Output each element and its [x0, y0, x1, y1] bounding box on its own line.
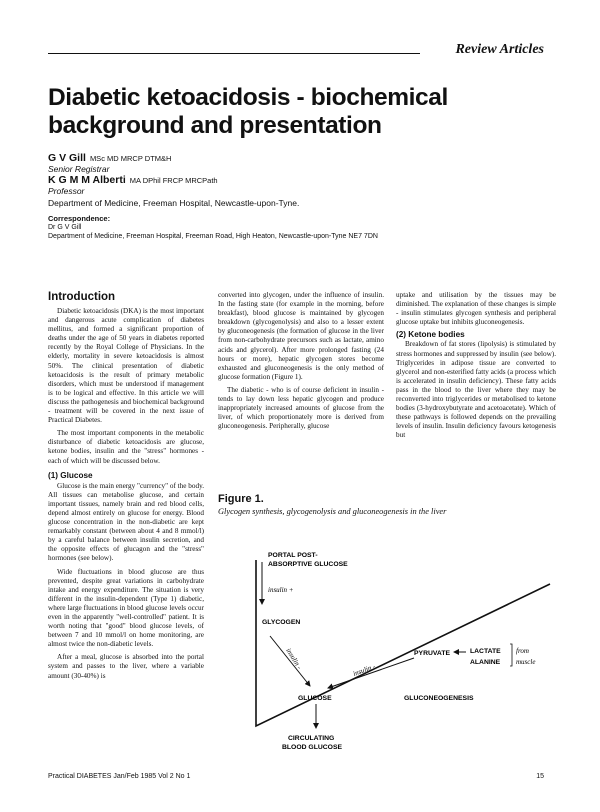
- header-rule: [48, 53, 420, 54]
- paragraph: uptake and utilisation by the tissues may be diminished. The explanation of these changes is simple - insulin stimulates glycogen synthesis and peripheral glucose uptake but inhibits gluconeogenesis.: [396, 291, 556, 327]
- label-portal-line2: ABSORPTIVE GLUCOSE: [268, 561, 348, 568]
- label-portal-line1: PORTAL POST-: [268, 552, 318, 559]
- article-title: Diabetic ketoacidosis - biochemical background and presentation: [48, 84, 448, 139]
- label-from: from: [516, 647, 529, 655]
- paragraph: Wide fluctuations in blood glucose are thus prevented, despite great variations in carbohydrate intake and energy expenditure. The situation is very different in the insulin-dependent (Type 1) diabetic, where large fluctuations in blood glucose levels occur even in the apparently "well-controlled" patient. It is worth noting that "good" blood glucose levels, of between 7 and 10 mmol/l on home monitoring, are almost twice the non-diabetic levels.: [48, 567, 204, 649]
- glucose-heading: (1) Glucose: [48, 470, 93, 480]
- author-1-name: G V Gill: [48, 152, 86, 164]
- label-circulating-line1: CIRCULATING: [288, 735, 335, 742]
- arrow-glycogen-to-glucose: [270, 636, 310, 686]
- introduction-heading: Introduction: [48, 291, 116, 303]
- label-gluconeogenesis: GLUCONEOGENESIS: [404, 695, 474, 702]
- lactate-alanine-bracket: [510, 644, 512, 666]
- label-lactate: LACTATE: [470, 648, 501, 655]
- label-insulin-plus: insulin +: [268, 586, 294, 594]
- paragraph: Diabetic ketoacidosis (DKA) is the most important and dangerous acute complication of diabetes mellitus, and formed a significant proportion of deaths under the age of 50 years in diabetes reported recently by the Royal College of Physicians. In the elderly, mortality in severe ketoacidosis is almost 50%. The clinical presentation of diabetic ketoacidosis is the result of primary metabolic disorders, which must be understood if management is to be logical and effective. In this article we will discuss the pathogenesis and biochemical background - treatment will be covered in the next issue of Practical Diabetes.: [48, 307, 204, 425]
- label-insulin-minus-1: insulin -: [284, 646, 304, 671]
- paragraph: converted into glycogen, under the influence of insulin. In the fasting state (for example in the morning, before breakfast), blood glucose is maintained by glycogen breakdown (glycogenolysis) and also to a lesser extent by gluconeogenesis (the formation of glucose in the liver from non-carbohydrate precursors such as lactate, amino acids and glycerol). After more prolonged fasting (24 hours or more), hepatic glycogen stores become exhausted and gluconeogenesis is the only method of glucose formation (Figure 1).: [218, 291, 384, 381]
- paragraph: The diabetic - who is of course deficient in insulin - tends to lay down less hepatic glycogen and produce inappropriately increased amounts of glucose from the liver, of which proportionately more is derived from gluconeogenesis. Peripherally, glucose: [218, 385, 384, 431]
- author-1-credentials: MSc MD MRCP DTM&H: [89, 154, 172, 163]
- column-2: [218, 291, 384, 431]
- author-2-line: [48, 174, 218, 186]
- footer-journal: Practical DIABETES Jan/Feb 1985 Vol 2 No 1: [48, 773, 191, 780]
- author-1: [48, 152, 171, 164]
- label-glucose: GLUCOSE: [298, 695, 332, 702]
- footer-page-number: 15: [536, 773, 544, 780]
- figure-title: Figure 1.: [218, 493, 264, 505]
- label-insulin-minus-2: insulin -: [351, 662, 377, 678]
- label-pyruvate: PYRUVATE: [414, 650, 451, 657]
- correspondence-address: Department of Medicine, Freeman Hospital, Freeman Road, High Heaton, Newcastle-upon-Tyne NE7 7DN: [48, 233, 378, 240]
- paragraph: Glucose is the main energy "currency" of the body. All tissues can metabolise glucose, and certain important tissues, namely brain and red blood cells, depend almost entirely on glucose for energy. Blood glucose concentration in the non-diabetic are kept remarkably constant (between about 4 and 8 mmol/l) by a careful balance between insulin secretion, and the opposite effects of glucagon and the "stress" hormones (see below).: [48, 481, 204, 563]
- section-tag: Review Articles: [455, 42, 544, 57]
- label-alanine: ALANINE: [470, 659, 501, 666]
- label-muscle: muscle: [516, 658, 536, 666]
- ketone-bodies-heading: (2) Ketone bodies: [396, 330, 465, 340]
- paragraph: The most important components in the metabolic disturbance of diabetic ketoacidosis are glucose, ketone bodies, insulin and the "stress" hormones - each of which will be discussed below.: [48, 429, 204, 465]
- correspondence-heading: Correspondence:: [48, 214, 111, 223]
- affiliation: Department of Medicine, Freeman Hospital, Newcastle-upon-Tyne.: [48, 198, 300, 208]
- label-glycogen: GLYCOGEN: [262, 619, 301, 626]
- figure-diagram: [218, 518, 562, 758]
- author-1-role: Senior Registrar: [48, 164, 110, 174]
- author-2-credentials: MA DPhil FRCP MRCPath: [129, 176, 218, 185]
- correspondence-name: Dr G V Gill: [48, 224, 82, 231]
- column-1: [48, 307, 204, 681]
- column-3: [396, 291, 556, 441]
- figure-caption: Glycogen synthesis, glycogenolysis and gluconeogenesis in the liver: [218, 507, 447, 516]
- author-2-role: Professor: [48, 186, 85, 196]
- author-2-name: K G M M Alberti: [48, 174, 126, 186]
- label-circulating-line2: BLOOD GLUCOSE: [282, 744, 343, 751]
- paragraph: Breakdown of fat stores (lipolysis) is stimulated by stress hormones and suppressed by insulin (see below). Triglycerides in adipose tissue are converted to glycerol and non-esterified fatty acids (a process which is accelerated in insulin deficiency). These fatty acids pass in the blood to the liver where they may be reconverted into triglycerides or metabolised to ketone bodies (3-hydroxybutyrate and acetoacetate). Which of these pathways is followed depends on the prevailing levels of insulin. Insulin deficiency favours ketogenesis but: [396, 340, 556, 440]
- paragraph: After a meal, glucose is absorbed into the portal system and passes to the liver, where a variable amount (30-40%) is: [48, 653, 204, 680]
